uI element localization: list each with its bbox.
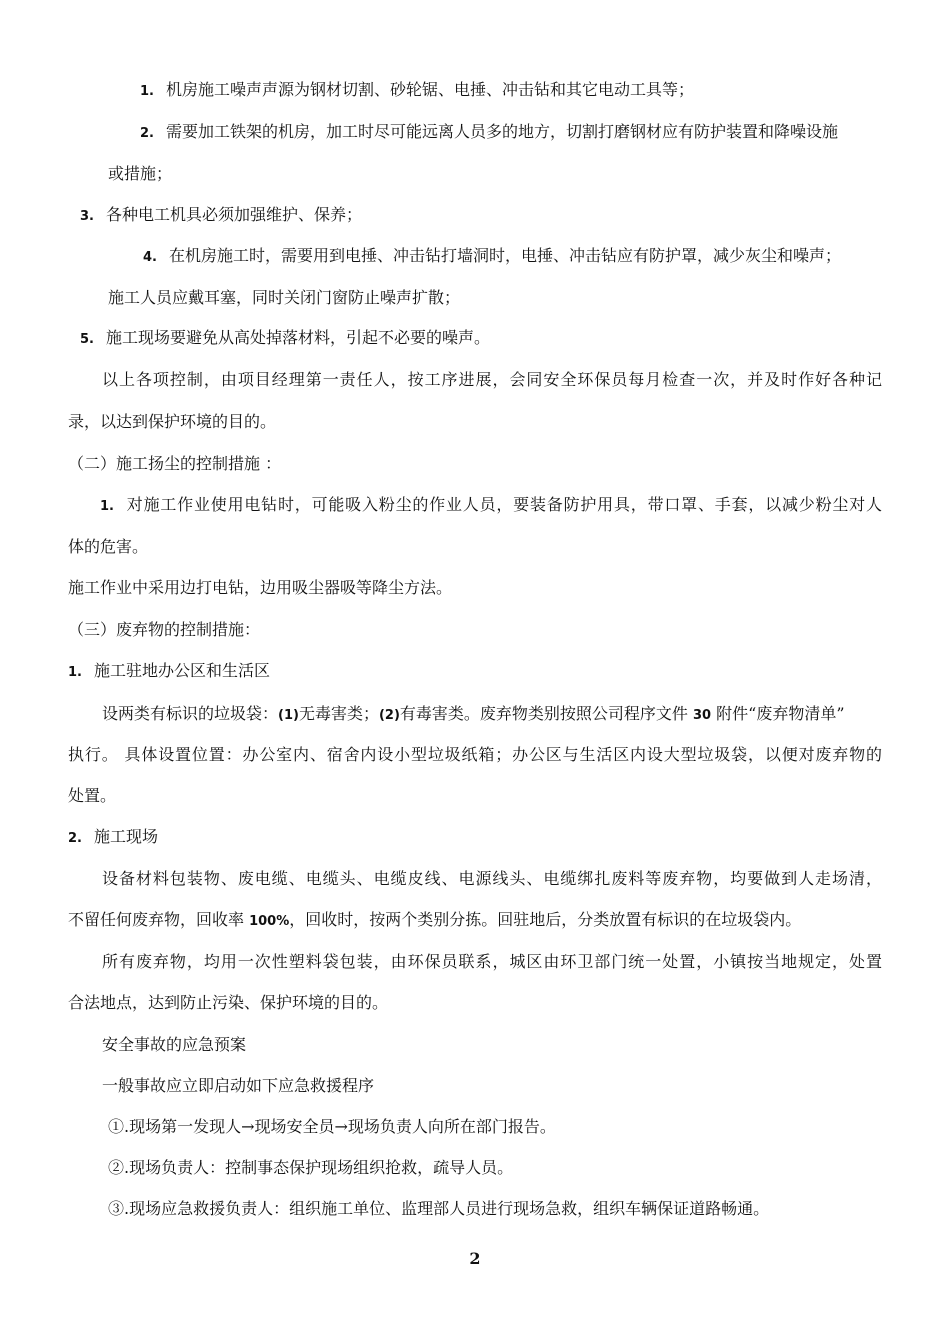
item-number: 3. <box>80 209 94 224</box>
text-run: 无毒害类； <box>298 704 379 723</box>
text-run: 设两类有标识的垃圾袋： <box>102 704 279 723</box>
text-run: 附件“废弃物清单” <box>711 704 845 723</box>
item-number: 1. <box>100 499 114 514</box>
heading-dust-control: （二）施工扬尘的控制措施 ： <box>68 454 282 473</box>
control-paragraph-line-2: 录，以达到保护环境的目的。 <box>68 412 277 431</box>
item-text: 或措施； <box>108 164 173 183</box>
item-text: 各种电工机具必须加强维护、保养； <box>105 205 362 224</box>
waste-section-2-title <box>68 827 158 849</box>
item-number: 2. <box>140 126 154 141</box>
emergency-step-1: ①.现场第一发现人→现场安全员→现场负责人向所在部门报告。 <box>108 1117 556 1136</box>
control-paragraph-line-1: 以上各项控制，由项目经理第一责任人，按工序进展，会同安全环保员每月检查一次，并及时作好各种记 <box>102 370 882 389</box>
noise-item-2 <box>140 122 838 144</box>
dust-method: 施工作业中采用边打电钻，边用吸尘器吸等降尘方法。 <box>68 578 453 597</box>
item-text: 机房施工噪声声源为钢材切割、砂轮锯、电捶、冲击钻和其它电动工具等； <box>165 80 694 99</box>
item-text: 对施工作业使用电钻时，可能吸入粉尘的作业人员，要装备防护用具，带口罩、手套，以减少粉尘对人 <box>125 495 882 514</box>
text-run-bold: (1) <box>278 708 299 723</box>
page-number: 2 <box>469 1249 481 1268</box>
emergency-step-2: ②.现场负责人：控制事态保护现场组织抢救，疏导人员。 <box>108 1158 514 1177</box>
emergency-title: 安全事故的应急预案 <box>102 1035 247 1054</box>
text-run-bold: (2) <box>378 708 400 723</box>
noise-item-4 <box>143 246 841 268</box>
item-number: 1. <box>140 84 154 99</box>
item-text: 需要加工铁架的机房，加工时尽可能远离人员多的地方，切割打磨钢材应有防护装置和降噪设施 <box>165 122 838 141</box>
heading-waste-control: （三）废弃物的控制措施： <box>68 620 261 639</box>
item-text: 施工驻地办公区和生活区 <box>93 661 270 680</box>
waste-section-1-line-3: 处置。 <box>68 786 117 805</box>
text-run-bold: 100% <box>249 914 290 929</box>
waste-section-3-line-1: 所有废弃物，均用一次性塑料袋包装，由环保员联系，城区由环卫部门统一处置，小镇按当地规定，处置 <box>102 952 882 971</box>
item-text: 施工现场要避免从高处掉落材料，引起不必要的噪声。 <box>105 328 490 347</box>
item-text: 在机房施工时，需要用到电捶、冲击钻打墙洞时，电捶、冲击钻应有防护罩，减少灰尘和噪声； <box>168 246 841 265</box>
dust-item-1-line-2: 体的危害。 <box>68 537 149 556</box>
waste-section-1-line-1 <box>102 704 845 726</box>
item-number: 2. <box>68 831 82 846</box>
noise-item-2-continued <box>108 164 172 184</box>
dust-item-1-line-1 <box>100 495 882 517</box>
waste-section-2-line-1: 设备材料包装物、废电缆、电缆头、电缆皮线、电源线头、电缆绑扎废料等废弃物，均要做到人走场清， <box>102 869 882 888</box>
noise-item-4-continued <box>108 288 460 308</box>
waste-section-1-title <box>68 661 270 683</box>
item-number: 4. <box>143 250 157 265</box>
text-run: ，回收时，按两个类别分拣。回驻地后，分类放置有标识的在垃圾袋内。 <box>289 910 802 929</box>
item-number: 1. <box>68 665 82 680</box>
item-text: 施工人员应戴耳塞，同时关闭门窗防止噪声扩散； <box>108 288 461 307</box>
item-text: 施工现场 <box>93 827 158 846</box>
waste-section-1-line-2: 执行。 具体设置位置：办公室内、宿舍内设小型垃圾纸箱；办公区与生活区内设大型垃圾袋，以便对废弃物的 <box>68 745 882 764</box>
emergency-intro: 一般事故应立即启动如下应急救援程序 <box>102 1076 375 1095</box>
text-run: 有毒害类。废弃物类别按照公司程序文件 <box>399 704 693 723</box>
waste-section-2-line-2 <box>68 910 801 932</box>
waste-section-3-line-2: 合法地点，达到防止污染、保护环境的目的。 <box>68 993 389 1012</box>
item-number: 5. <box>80 332 94 347</box>
text-run: 不留任何废弃物，回收率 <box>68 910 250 929</box>
text-run-bold: 30 <box>693 708 712 723</box>
emergency-step-3: ③.现场应急救援负责人：组织施工单位、监理部人员进行现场急救，组织车辆保证道路畅通。 <box>108 1199 770 1218</box>
noise-item-1 <box>140 80 694 102</box>
noise-item-3 <box>80 205 362 227</box>
noise-item-5 <box>80 328 490 350</box>
